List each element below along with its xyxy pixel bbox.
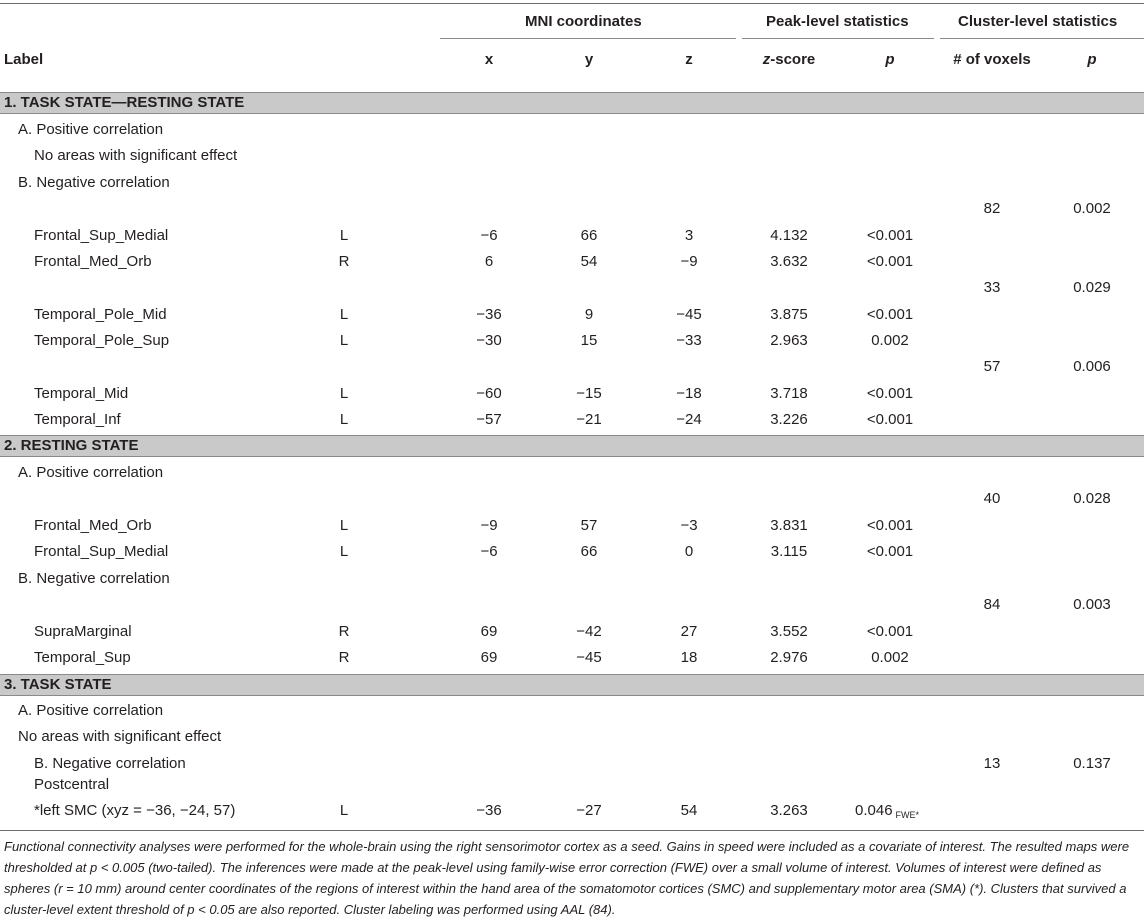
region-label: Temporal_Inf bbox=[34, 411, 121, 428]
hemisphere: L bbox=[339, 332, 349, 349]
voxels-column-header: # of voxels bbox=[953, 51, 1031, 68]
row-label: A. Positive correlation bbox=[18, 702, 164, 719]
peak-p-label: p bbox=[885, 51, 895, 68]
z-score: 2.963 bbox=[770, 332, 808, 349]
coord-y: 9 bbox=[584, 306, 594, 323]
peak-p: <0.001 bbox=[866, 306, 914, 323]
zscore-italic-z: z bbox=[762, 51, 771, 68]
row-label: Postcentral bbox=[34, 776, 110, 793]
cluster-voxels: 57 bbox=[983, 358, 1001, 375]
peak-level-header: Peak-level statistics bbox=[766, 13, 909, 30]
cluster-voxels: 40 bbox=[983, 490, 1001, 507]
coord-y: −42 bbox=[576, 623, 602, 640]
z-score: 4.132 bbox=[770, 227, 808, 244]
z-score: 2.976 bbox=[770, 649, 808, 666]
coord-y: 54 bbox=[580, 253, 598, 270]
row-label: No areas with significant effect bbox=[34, 147, 238, 164]
hemisphere: R bbox=[338, 649, 350, 666]
cluster-p: 0.003 bbox=[1073, 596, 1111, 613]
cluster-p: 0.028 bbox=[1073, 490, 1111, 507]
mni-group-underline bbox=[440, 38, 736, 39]
coord-z: −24 bbox=[676, 411, 702, 428]
z-score: 3.718 bbox=[770, 385, 808, 402]
coord-x: −36 bbox=[476, 802, 502, 819]
hemisphere: L bbox=[339, 517, 349, 534]
cluster-level-header: Cluster-level statistics bbox=[958, 13, 1118, 30]
peak-p: <0.001 bbox=[866, 411, 914, 428]
section-bar-2 bbox=[0, 435, 1144, 457]
region-label: SupraMarginal bbox=[34, 623, 132, 640]
coord-z: −18 bbox=[676, 385, 702, 402]
section-title-3: 3. TASK STATE bbox=[4, 676, 112, 693]
coord-x: −6 bbox=[480, 543, 498, 560]
z-score: 3.875 bbox=[770, 306, 808, 323]
coord-z: −33 bbox=[676, 332, 702, 349]
peak-p: <0.001 bbox=[866, 623, 914, 640]
coord-y: 15 bbox=[580, 332, 598, 349]
coord-y: 66 bbox=[580, 227, 598, 244]
hemisphere: R bbox=[338, 253, 350, 270]
coord-y: −45 bbox=[576, 649, 602, 666]
region-label: Temporal_Mid bbox=[34, 385, 129, 402]
peak-group-underline bbox=[742, 38, 934, 39]
coord-x: 69 bbox=[480, 649, 498, 666]
coord-z: −3 bbox=[680, 517, 698, 534]
row-label: B. Negative correlation bbox=[18, 174, 170, 191]
coord-z: 3 bbox=[684, 227, 694, 244]
z-column-header: z bbox=[685, 51, 693, 68]
coord-z: 0 bbox=[684, 543, 694, 560]
cluster-group-underline bbox=[940, 38, 1144, 39]
cluster-p-label: p bbox=[1087, 51, 1097, 68]
zscore-suffix: -score bbox=[770, 51, 816, 68]
coord-x: 69 bbox=[480, 623, 498, 640]
cluster-p: 0.006 bbox=[1073, 358, 1111, 375]
coord-y: 66 bbox=[580, 543, 598, 560]
coord-z: 18 bbox=[680, 649, 698, 666]
peak-p: <0.001 bbox=[866, 385, 914, 402]
region-label: Frontal_Sup_Medial bbox=[34, 543, 169, 560]
peak-p: <0.001 bbox=[866, 227, 914, 244]
coord-x: −57 bbox=[476, 411, 502, 428]
region-label: Frontal_Med_Orb bbox=[34, 517, 152, 534]
x-column-header: x bbox=[484, 51, 494, 68]
z-score: 3.552 bbox=[770, 623, 808, 640]
section-title-1: 1. TASK STATE—RESTING STATE bbox=[4, 94, 245, 111]
peak-p: 0.002 bbox=[871, 332, 909, 349]
region-label: Frontal_Sup_Medial bbox=[34, 227, 169, 244]
coord-x: −30 bbox=[476, 332, 502, 349]
table-bottom-rule bbox=[0, 830, 1144, 831]
region-label: Temporal_Pole_Mid bbox=[34, 306, 167, 323]
peak-p-value: 0.046 bbox=[855, 802, 893, 819]
coord-y: −27 bbox=[576, 802, 602, 819]
hemisphere: L bbox=[339, 543, 349, 560]
coord-z: −45 bbox=[676, 306, 702, 323]
row-label: No areas with significant effect bbox=[18, 728, 222, 745]
table-footnote: Functional connectivity analyses were performed for the whole-brain using the right sensorimotor cortex as a seed. Gains in speed were included as a covariate of interest. The resulted maps were thresholded at p < 0.005 (two-tailed). The inferences were made at the peak-level using family-wise error correction (FWE) over a small volume of interest. Volumes of interest were defined as spheres (r = 10 mm) around center coordinates of the regions of interest within the hand area of the somatomotor cortices (SMC) and supplementary motor area (SMA) (*). Clusters that survived a cluster-level extent threshold of p < 0.05 are also reported. Cluster labeling was performed using AAL (84). bbox=[4, 839, 1130, 917]
hemisphere: L bbox=[339, 802, 349, 819]
coord-z: 27 bbox=[680, 623, 698, 640]
y-column-header: y bbox=[584, 51, 594, 68]
cluster-voxels: 82 bbox=[983, 200, 1001, 217]
coord-y: 57 bbox=[580, 517, 598, 534]
peak-p: <0.001 bbox=[866, 253, 914, 270]
cluster-voxels: 33 bbox=[983, 279, 1001, 296]
coord-x: −36 bbox=[476, 306, 502, 323]
hemisphere: L bbox=[339, 227, 349, 244]
coord-x: −9 bbox=[480, 517, 498, 534]
cluster-voxels: 13 bbox=[983, 755, 1001, 772]
label-column-header: Label bbox=[4, 51, 44, 68]
region-label: Temporal_Sup bbox=[34, 649, 131, 666]
hemisphere: L bbox=[339, 385, 349, 402]
coord-z: −9 bbox=[680, 253, 698, 270]
row-label: B. Negative correlation bbox=[18, 570, 170, 587]
z-score: 3.115 bbox=[770, 543, 808, 560]
mni-coordinates-header: MNI coordinates bbox=[525, 13, 642, 30]
z-score: 3.632 bbox=[770, 253, 808, 270]
section-bar-3 bbox=[0, 674, 1144, 696]
peak-p: <0.001 bbox=[866, 517, 914, 534]
coord-x: 6 bbox=[484, 253, 494, 270]
hemisphere: R bbox=[338, 623, 350, 640]
cluster-p: 0.137 bbox=[1073, 755, 1111, 772]
cluster-p-column-header bbox=[1022, 51, 1144, 69]
coord-x: −6 bbox=[480, 227, 498, 244]
z-score: 3.831 bbox=[770, 517, 808, 534]
peak-p: 0.002 bbox=[871, 649, 909, 666]
z-score: 3.226 bbox=[770, 411, 808, 428]
hemisphere: L bbox=[339, 306, 349, 323]
coord-y: −15 bbox=[576, 385, 602, 402]
cluster-p: 0.029 bbox=[1073, 279, 1111, 296]
peak-p bbox=[855, 802, 919, 824]
z-score: 3.263 bbox=[770, 802, 808, 819]
coord-y: −21 bbox=[576, 411, 602, 428]
row-label: B. Negative correlation bbox=[34, 755, 186, 772]
region-label: Frontal_Med_Orb bbox=[34, 253, 152, 270]
section-title-2: 2. RESTING STATE bbox=[4, 437, 139, 454]
cluster-p: 0.002 bbox=[1073, 200, 1111, 217]
hemisphere: L bbox=[339, 411, 349, 428]
region-label: *left SMC (xyz = −36, −24, 57) bbox=[34, 802, 236, 819]
peak-p: <0.001 bbox=[866, 543, 914, 560]
row-label: A. Positive correlation bbox=[18, 121, 164, 138]
table-top-rule bbox=[0, 3, 1144, 4]
cluster-voxels: 84 bbox=[983, 596, 1001, 613]
fwe-subscript: FWE* bbox=[895, 810, 920, 820]
coord-x: −60 bbox=[476, 385, 502, 402]
coord-z: 54 bbox=[680, 802, 698, 819]
region-label: Temporal_Pole_Sup bbox=[34, 332, 170, 349]
row-label: A. Positive correlation bbox=[18, 464, 164, 481]
